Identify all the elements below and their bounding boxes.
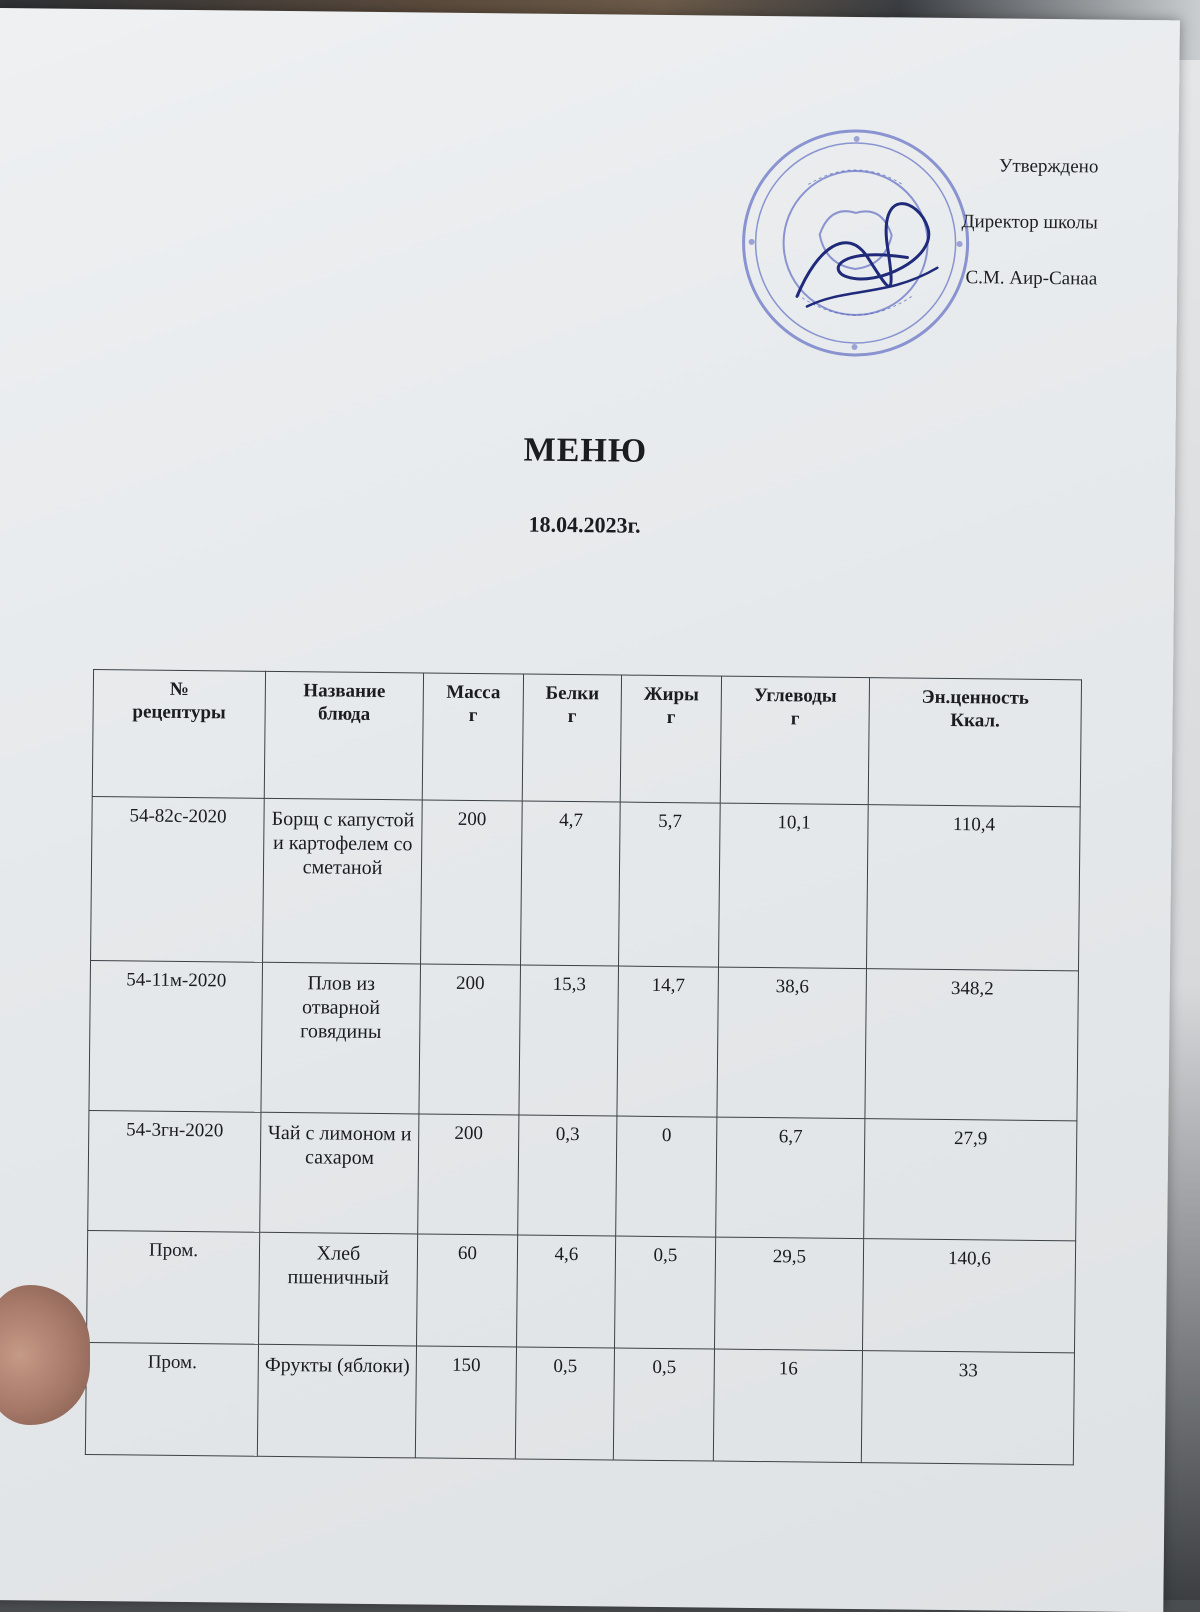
cell-protein: 0,5 <box>515 1347 614 1460</box>
cell-fat: 0 <box>616 1116 717 1237</box>
cell-fat: 0,5 <box>615 1236 716 1349</box>
cell-mass: 200 <box>418 1114 519 1235</box>
header-kcal: Эн.ценность Ккал. <box>868 678 1081 807</box>
cell-kcal: 348,2 <box>865 969 1079 1121</box>
cell-fat: 14,7 <box>617 966 719 1117</box>
cell-protein: 4,6 <box>517 1235 616 1348</box>
approval-position: Директор школы <box>961 211 1098 234</box>
cell-protein: 0,3 <box>518 1115 617 1236</box>
cell-fat: 5,7 <box>619 802 721 967</box>
cell-dish: Борщ с капустой и картофелем со сметаной <box>263 798 423 964</box>
approval-heading: Утверждено <box>998 155 1099 178</box>
header-carbs: Углеводы г <box>720 676 869 805</box>
table-row <box>85 1342 1074 1464</box>
cell-kcal: 27,9 <box>864 1119 1077 1241</box>
cell-carbs: 38,6 <box>717 967 867 1119</box>
director-signature <box>787 186 948 328</box>
cell-carbs: 16 <box>713 1349 862 1463</box>
header-recipe: № рецептуры <box>92 670 265 799</box>
table-row <box>89 961 1079 1121</box>
cell-dish: Фрукты (яблоки) <box>257 1344 416 1458</box>
cell-mass: 150 <box>415 1346 516 1459</box>
document-date: 18.04.2023г. <box>528 511 641 538</box>
cell-recipe: 54-82с-2020 <box>91 797 265 963</box>
header-protein: Белки г <box>522 674 621 802</box>
cell-dish: Хлеб пшеничный <box>259 1232 418 1346</box>
cell-dish: Плов из отварной говядины <box>261 962 421 1114</box>
table-row <box>91 797 1081 971</box>
header-mass: Масса г <box>422 673 523 801</box>
cell-protein: 4,7 <box>521 801 621 966</box>
cell-recipe: Пром. <box>85 1342 258 1456</box>
table-row <box>88 1110 1077 1240</box>
cell-recipe: 54-3гн-2020 <box>88 1110 261 1232</box>
cell-kcal: 110,4 <box>866 805 1080 971</box>
paper-sheet <box>0 8 1180 1612</box>
header-fat: Жиры г <box>620 675 721 803</box>
cell-recipe: 54-11м-2020 <box>89 961 263 1113</box>
cell-carbs: 10,1 <box>718 803 868 969</box>
approval-block <box>961 138 1099 307</box>
cell-protein: 15,3 <box>519 965 619 1116</box>
cell-carbs: 6,7 <box>716 1117 865 1239</box>
document-title: МЕНЮ <box>523 431 648 470</box>
cell-recipe: Пром. <box>87 1230 260 1344</box>
approval-name: С.М. Аир-Санаа <box>965 267 1098 290</box>
cell-mass: 200 <box>421 800 523 965</box>
menu-table <box>85 669 1082 1465</box>
cell-kcal: 140,6 <box>862 1239 1075 1353</box>
cell-kcal: 33 <box>861 1351 1074 1465</box>
cell-mass: 200 <box>419 964 521 1115</box>
cell-dish: Чай с лимоном и сахаром <box>260 1112 419 1234</box>
cell-mass: 60 <box>417 1234 518 1347</box>
cell-fat: 0,5 <box>613 1348 714 1461</box>
header-dish: Название блюда <box>264 671 423 800</box>
cell-carbs: 29,5 <box>714 1237 863 1351</box>
table-row <box>87 1230 1076 1352</box>
table-header-row <box>92 670 1081 807</box>
